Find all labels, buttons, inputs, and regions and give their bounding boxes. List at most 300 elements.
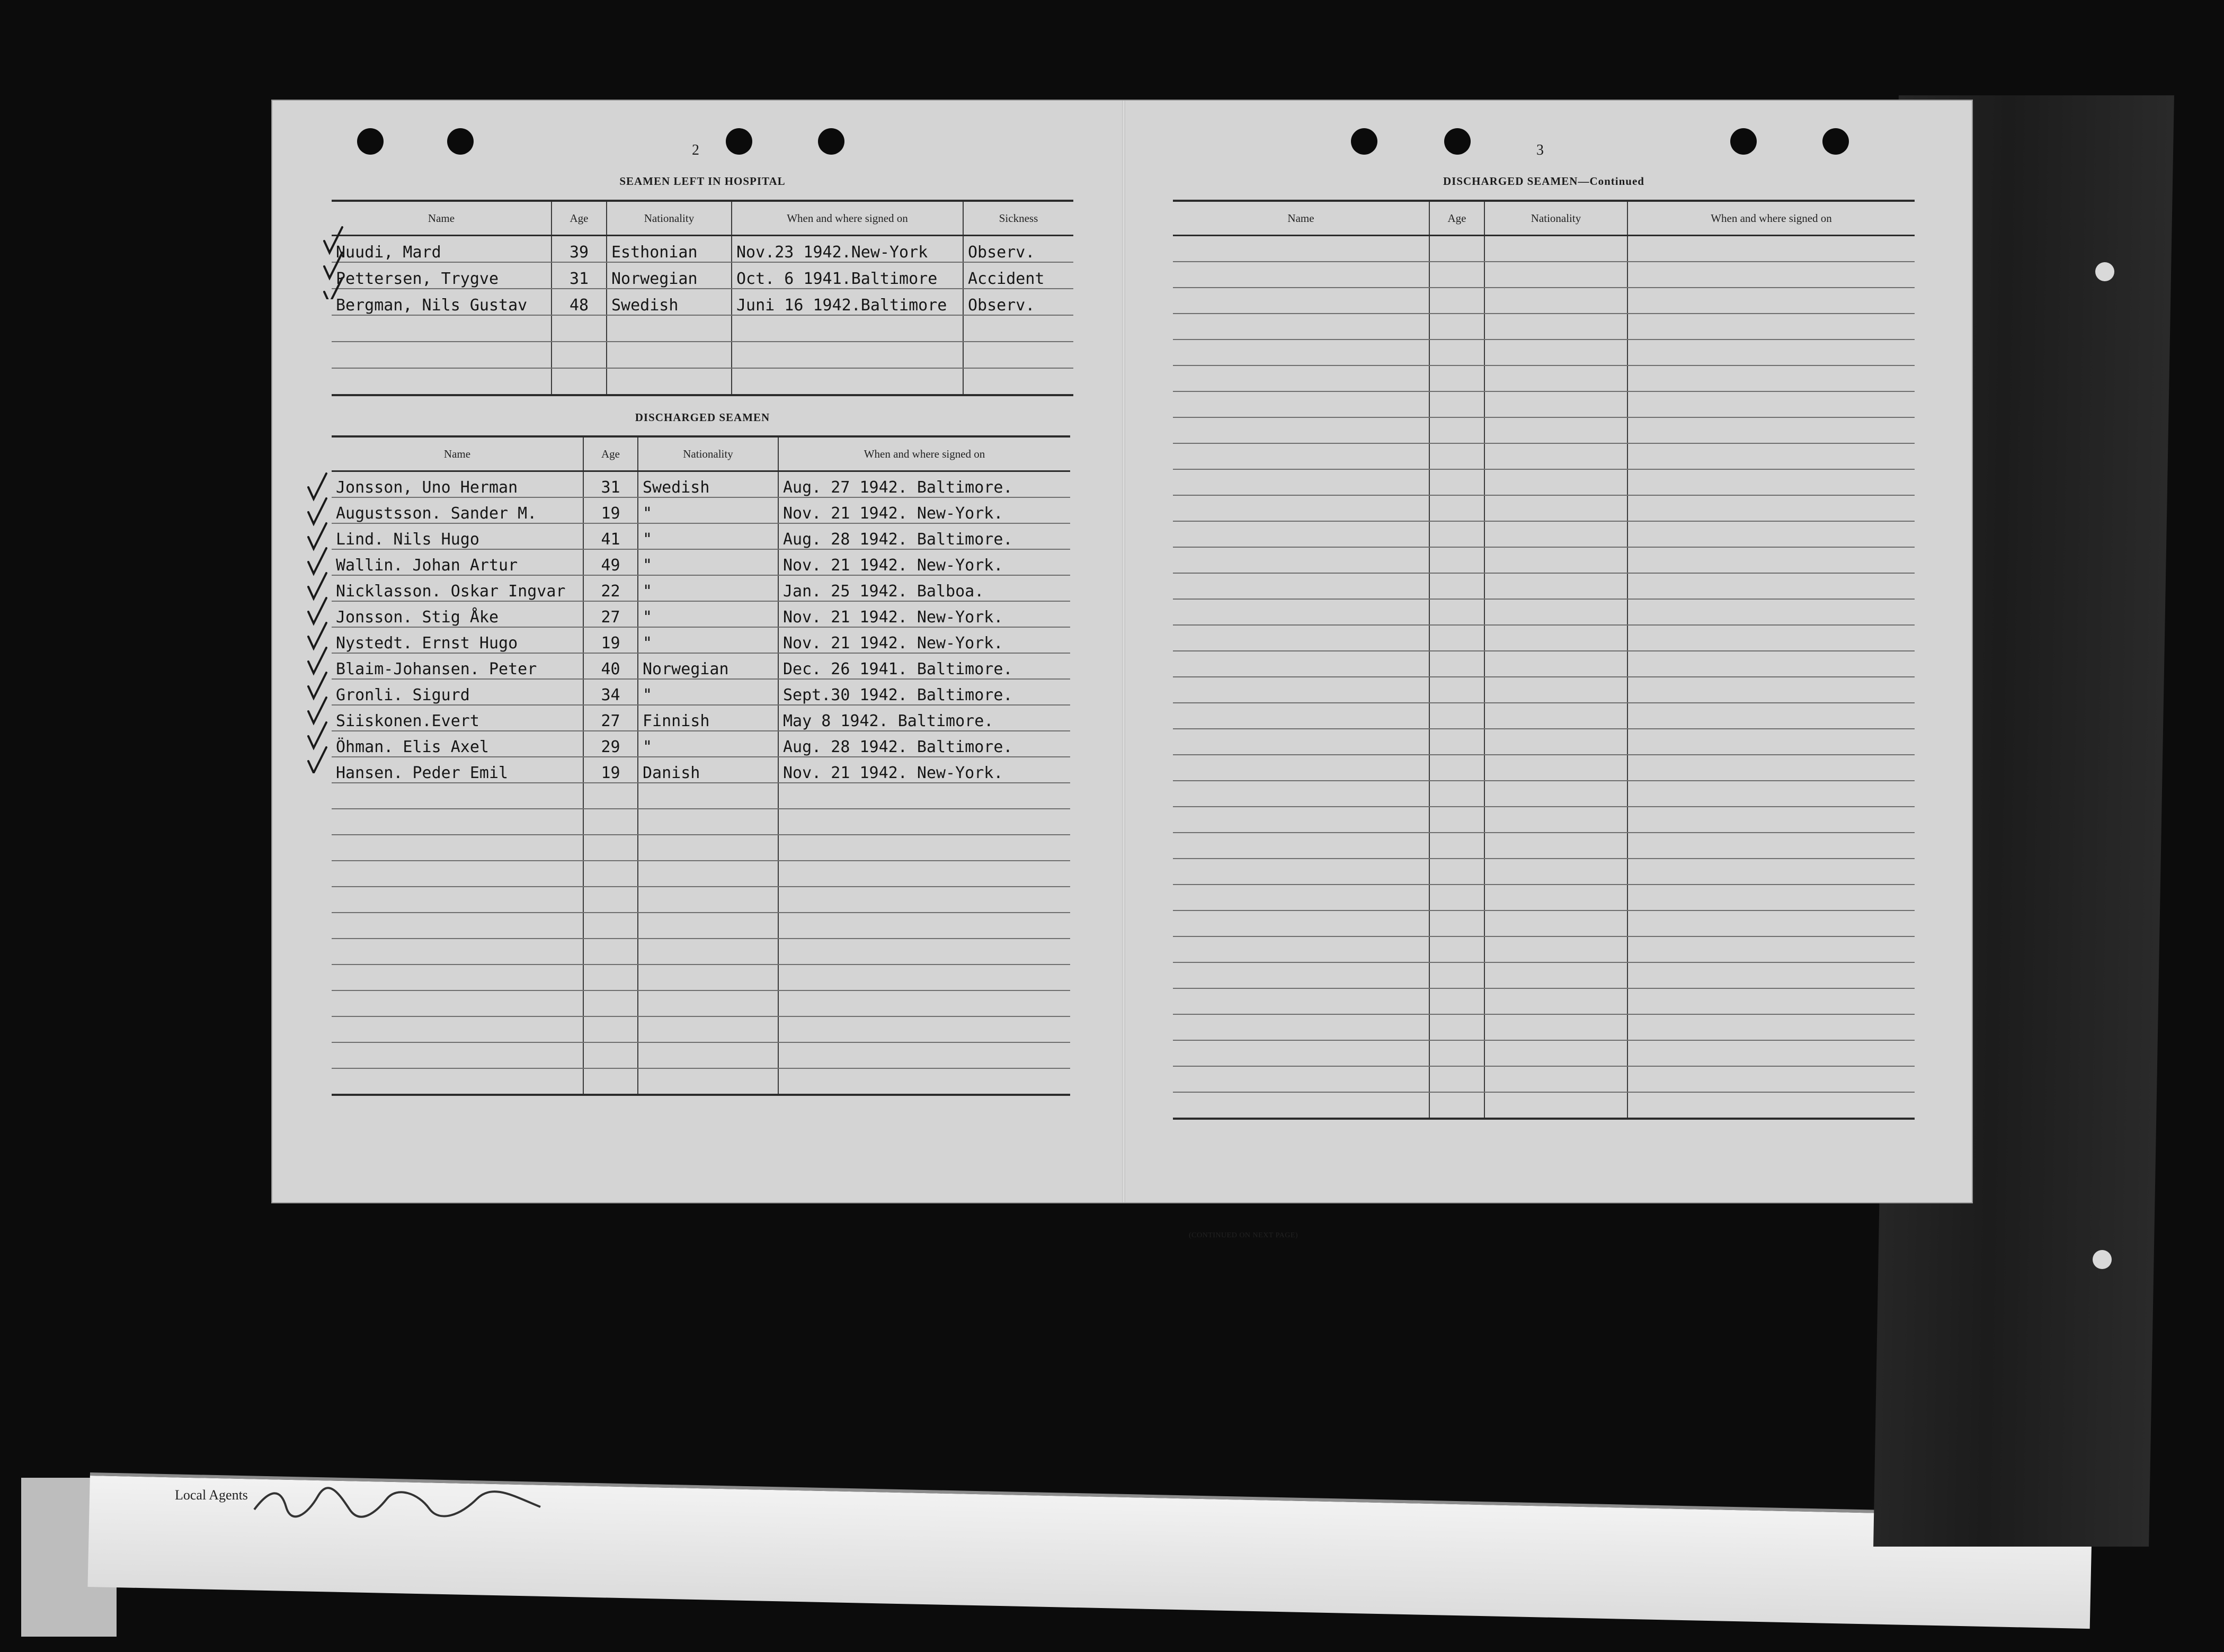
table-row bbox=[332, 757, 1070, 783]
table-row bbox=[1173, 573, 1915, 599]
cell-signed-on bbox=[1627, 833, 1915, 859]
cell-signed-on bbox=[778, 1068, 1070, 1095]
cell-sickness bbox=[963, 368, 1073, 395]
table-row bbox=[332, 1042, 1070, 1068]
cell-signed-on bbox=[1627, 417, 1915, 443]
table-row bbox=[332, 601, 1070, 627]
cell-signed-on: Dec. 26 1941. Baltimore. bbox=[778, 653, 1070, 679]
table-row bbox=[332, 679, 1070, 705]
cell-name bbox=[1173, 236, 1429, 262]
table-row bbox=[1173, 625, 1915, 651]
column-header-name: Name bbox=[332, 436, 583, 471]
cell-signed-on: Aug. 27 1942. Baltimore. bbox=[778, 471, 1070, 498]
cell-nationality bbox=[1484, 1014, 1627, 1040]
check-mark bbox=[308, 598, 326, 623]
check-mark bbox=[308, 498, 326, 524]
cell-age bbox=[1429, 469, 1484, 495]
cell-nationality bbox=[607, 315, 732, 342]
cell-nationality bbox=[638, 939, 778, 965]
cell-nationality: Swedish bbox=[638, 471, 778, 498]
punch-hole bbox=[447, 128, 474, 155]
table-row bbox=[332, 523, 1070, 549]
check-mark bbox=[308, 474, 326, 499]
cell-name: Jonsson. Stig Åke bbox=[332, 601, 583, 627]
cell-sickness: Observ. bbox=[963, 236, 1073, 263]
check-mark bbox=[308, 523, 326, 549]
table-row bbox=[332, 913, 1070, 939]
cell-signed-on bbox=[1627, 885, 1915, 910]
table-row bbox=[332, 653, 1070, 679]
cell-name: Öhman. Elis Axel bbox=[332, 731, 583, 757]
cell-age bbox=[1429, 391, 1484, 417]
cell-signed-on: Nov. 21 1942. New-York. bbox=[778, 757, 1070, 783]
table-row bbox=[332, 783, 1070, 809]
table-row bbox=[1173, 417, 1915, 443]
cell-signed-on bbox=[1627, 521, 1915, 547]
punch-hole bbox=[1730, 128, 1757, 155]
column-header-nationality: Nationality bbox=[1484, 201, 1627, 236]
cell-signed-on bbox=[1627, 1014, 1915, 1040]
local-agents-label: Local Agents bbox=[175, 1487, 248, 1503]
cell-name: Blaim-Johansen. Peter bbox=[332, 653, 583, 679]
table-row bbox=[1173, 340, 1915, 365]
cell-nationality bbox=[638, 1068, 778, 1095]
cell-sickness: Accident bbox=[963, 262, 1073, 289]
table-row bbox=[1173, 703, 1915, 729]
continued-note: (CONTINUED ON NEXT PAGE) bbox=[1189, 1231, 1298, 1239]
column-header-signed-on: When and where signed on bbox=[1627, 201, 1915, 236]
cell-signed-on bbox=[1627, 1040, 1915, 1066]
table-row bbox=[1173, 365, 1915, 391]
cell-signed-on: Sept.30 1942. Baltimore. bbox=[778, 679, 1070, 705]
cell-nationality bbox=[1484, 885, 1627, 910]
table-row bbox=[332, 627, 1070, 653]
cell-nationality bbox=[1484, 236, 1627, 262]
cell-signed-on bbox=[778, 1042, 1070, 1068]
table-row bbox=[332, 236, 1073, 263]
cell-age bbox=[551, 368, 607, 395]
cell-signed-on bbox=[1627, 962, 1915, 988]
table-row bbox=[1173, 677, 1915, 703]
cell-name: Augustsson. Sander M. bbox=[332, 497, 583, 523]
cell-nationality bbox=[1484, 859, 1627, 885]
check-mark bbox=[308, 623, 326, 648]
cell-signed-on: Nov. 21 1942. New-York. bbox=[778, 601, 1070, 627]
table-row bbox=[1173, 262, 1915, 288]
cell-signed-on bbox=[778, 990, 1070, 1016]
cell-name bbox=[332, 783, 583, 809]
cell-nationality bbox=[638, 965, 778, 990]
cell-nationality: Esthonian bbox=[607, 236, 732, 263]
cell-age bbox=[1429, 625, 1484, 651]
check-mark bbox=[308, 747, 326, 773]
cell-signed-on bbox=[778, 861, 1070, 887]
table-row bbox=[1173, 236, 1915, 262]
cell-signed-on bbox=[778, 809, 1070, 835]
binder-hole bbox=[2093, 1250, 2112, 1269]
cell-nationality bbox=[1484, 910, 1627, 936]
cell-signed-on: Oct. 6 1941.Baltimore bbox=[732, 262, 963, 289]
cell-age: 27 bbox=[583, 601, 638, 627]
cell-nationality bbox=[1484, 781, 1627, 807]
table-row bbox=[332, 497, 1070, 523]
cell-nationality bbox=[1484, 262, 1627, 288]
cell-name bbox=[1173, 443, 1429, 469]
cell-name bbox=[332, 861, 583, 887]
table-row bbox=[332, 939, 1070, 965]
cell-age bbox=[1429, 236, 1484, 262]
cell-name bbox=[1173, 599, 1429, 625]
cell-name: Nicklasson. Oskar Ingvar bbox=[332, 575, 583, 601]
cell-nationality bbox=[638, 913, 778, 939]
cell-signed-on bbox=[1627, 625, 1915, 651]
cell-name bbox=[332, 1068, 583, 1095]
cell-age bbox=[1429, 885, 1484, 910]
column-header-signed-on: When and where signed on bbox=[732, 201, 963, 236]
cell-name bbox=[1173, 833, 1429, 859]
cell-age bbox=[1429, 599, 1484, 625]
cell-signed-on bbox=[1627, 936, 1915, 962]
cell-age bbox=[1429, 833, 1484, 859]
table-row bbox=[1173, 1040, 1915, 1066]
table-row bbox=[1173, 988, 1915, 1014]
cell-nationality bbox=[638, 990, 778, 1016]
table-row bbox=[1173, 599, 1915, 625]
cell-name bbox=[1173, 521, 1429, 547]
cell-nationality: Swedish bbox=[607, 289, 732, 315]
cell-age: 49 bbox=[583, 549, 638, 575]
table-row bbox=[1173, 807, 1915, 833]
cell-signed-on bbox=[1627, 495, 1915, 521]
cell-age bbox=[1429, 495, 1484, 521]
cell-signed-on bbox=[1627, 1066, 1915, 1092]
cell-age bbox=[1429, 1040, 1484, 1066]
cell-age bbox=[1429, 651, 1484, 677]
cell-signed-on: Nov.23 1942.New-York bbox=[732, 236, 963, 263]
cell-age bbox=[583, 783, 638, 809]
cell-age bbox=[1429, 365, 1484, 391]
cell-nationality: " bbox=[638, 627, 778, 653]
cell-signed-on bbox=[778, 835, 1070, 861]
table-row bbox=[332, 368, 1073, 395]
cell-age bbox=[1429, 340, 1484, 365]
table-row bbox=[1173, 885, 1915, 910]
cell-signed-on: Aug. 28 1942. Baltimore. bbox=[778, 523, 1070, 549]
punch-hole bbox=[357, 128, 384, 155]
cell-age bbox=[1429, 962, 1484, 988]
column-header-signed-on: When and where signed on bbox=[778, 436, 1070, 471]
table-row bbox=[1173, 547, 1915, 573]
discharged-continued-table bbox=[1173, 200, 1915, 1120]
cell-age: 27 bbox=[583, 705, 638, 731]
cell-nationality bbox=[1484, 365, 1627, 391]
cell-age bbox=[1429, 1092, 1484, 1119]
cell-name bbox=[332, 342, 551, 368]
column-header-name: Name bbox=[332, 201, 551, 236]
table-row bbox=[1173, 1066, 1915, 1092]
table-row bbox=[332, 861, 1070, 887]
cell-age bbox=[1429, 755, 1484, 781]
cell-name bbox=[1173, 1040, 1429, 1066]
table-row bbox=[1173, 1092, 1915, 1119]
cell-nationality bbox=[1484, 755, 1627, 781]
cell-name: Jonsson, Uno Herman bbox=[332, 471, 583, 498]
cell-name: Bergman, Nils Gustav bbox=[332, 289, 551, 315]
cell-name bbox=[1173, 469, 1429, 495]
cell-age bbox=[583, 861, 638, 887]
cell-name bbox=[1173, 755, 1429, 781]
cell-age bbox=[583, 939, 638, 965]
cell-signed-on bbox=[732, 368, 963, 395]
cell-age bbox=[583, 1042, 638, 1068]
cell-age: 40 bbox=[583, 653, 638, 679]
table-row bbox=[1173, 469, 1915, 495]
cell-signed-on bbox=[778, 965, 1070, 990]
cell-name bbox=[1173, 962, 1429, 988]
cell-signed-on bbox=[1627, 807, 1915, 833]
cell-name bbox=[1173, 677, 1429, 703]
cell-signed-on: Juni 16 1942.Baltimore bbox=[732, 289, 963, 315]
page-fold bbox=[1122, 101, 1125, 1202]
cell-signed-on: Aug. 28 1942. Baltimore. bbox=[778, 731, 1070, 757]
cell-signed-on bbox=[1627, 703, 1915, 729]
cell-age: 19 bbox=[583, 757, 638, 783]
cell-signed-on bbox=[1627, 988, 1915, 1014]
cell-signed-on: Nov. 21 1942. New-York. bbox=[778, 627, 1070, 653]
table-row bbox=[332, 965, 1070, 990]
column-header-sickness: Sickness bbox=[963, 201, 1073, 236]
cell-signed-on bbox=[1627, 365, 1915, 391]
cell-signed-on bbox=[1627, 781, 1915, 807]
cell-nationality bbox=[1484, 936, 1627, 962]
column-header-nationality: Nationality bbox=[607, 201, 732, 236]
cell-nationality bbox=[1484, 547, 1627, 573]
cell-age bbox=[583, 1068, 638, 1095]
cell-name: Hansen. Peder Emil bbox=[332, 757, 583, 783]
cell-signed-on bbox=[1627, 910, 1915, 936]
cell-signed-on bbox=[1627, 729, 1915, 755]
cell-name: Nystedt. Ernst Hugo bbox=[332, 627, 583, 653]
cell-nationality bbox=[607, 342, 732, 368]
cell-nationality: " bbox=[638, 679, 778, 705]
cell-nationality: " bbox=[638, 731, 778, 757]
cell-sickness bbox=[963, 342, 1073, 368]
punch-hole bbox=[1822, 128, 1849, 155]
cell-name bbox=[1173, 807, 1429, 833]
column-header-age: Age bbox=[583, 436, 638, 471]
check-mark bbox=[308, 698, 326, 723]
table-row bbox=[1173, 833, 1915, 859]
cell-nationality bbox=[1484, 833, 1627, 859]
cell-name: Nuudi, Mard bbox=[332, 236, 551, 263]
table-row bbox=[332, 809, 1070, 835]
cell-signed-on bbox=[1627, 469, 1915, 495]
cell-age bbox=[1429, 988, 1484, 1014]
cell-signed-on bbox=[778, 1016, 1070, 1042]
cell-name: Gronli. Sigurd bbox=[332, 679, 583, 705]
cell-age bbox=[583, 965, 638, 990]
table-row bbox=[1173, 859, 1915, 885]
cell-nationality: Finnish bbox=[638, 705, 778, 731]
cell-signed-on bbox=[732, 315, 963, 342]
cell-age bbox=[1429, 807, 1484, 833]
cell-age bbox=[1429, 417, 1484, 443]
cell-name bbox=[332, 965, 583, 990]
cell-signed-on bbox=[1627, 314, 1915, 340]
cell-signed-on bbox=[1627, 677, 1915, 703]
column-header-age: Age bbox=[551, 201, 607, 236]
check-mark bbox=[308, 673, 326, 698]
cell-name bbox=[1173, 651, 1429, 677]
cell-nationality bbox=[1484, 988, 1627, 1014]
cell-signed-on bbox=[1627, 599, 1915, 625]
cell-signed-on bbox=[1627, 262, 1915, 288]
cell-nationality bbox=[1484, 599, 1627, 625]
table-row bbox=[332, 990, 1070, 1016]
cell-name bbox=[1173, 703, 1429, 729]
cell-age bbox=[583, 887, 638, 913]
cell-age bbox=[1429, 677, 1484, 703]
cell-name: Pettersen, Trygve bbox=[332, 262, 551, 289]
cell-age bbox=[1429, 1014, 1484, 1040]
cell-age: 22 bbox=[583, 575, 638, 601]
cell-age bbox=[1429, 703, 1484, 729]
cell-nationality bbox=[1484, 1092, 1627, 1119]
cell-nationality bbox=[638, 809, 778, 835]
cell-name bbox=[1173, 936, 1429, 962]
table-row bbox=[332, 549, 1070, 575]
cell-name bbox=[1173, 910, 1429, 936]
page-number-left: 2 bbox=[692, 142, 699, 158]
column-header-nationality: Nationality bbox=[638, 436, 778, 471]
cell-age bbox=[1429, 910, 1484, 936]
check-mark bbox=[308, 722, 326, 748]
cell-nationality bbox=[607, 368, 732, 395]
cell-age bbox=[1429, 936, 1484, 962]
cell-age bbox=[1429, 314, 1484, 340]
cell-nationality bbox=[638, 887, 778, 913]
cell-nationality bbox=[1484, 521, 1627, 547]
cell-name bbox=[1173, 365, 1429, 391]
cell-nationality: Norwegian bbox=[638, 653, 778, 679]
cell-signed-on bbox=[1627, 340, 1915, 365]
cell-nationality bbox=[638, 861, 778, 887]
cell-nationality bbox=[1484, 573, 1627, 599]
cell-signed-on bbox=[1627, 651, 1915, 677]
table-row bbox=[1173, 443, 1915, 469]
check-mark bbox=[308, 648, 326, 673]
cell-name bbox=[1173, 988, 1429, 1014]
binder-hole bbox=[2095, 262, 2114, 281]
cell-name bbox=[1173, 417, 1429, 443]
cell-nationality bbox=[1484, 288, 1627, 314]
table-row bbox=[1173, 962, 1915, 988]
cell-nationality bbox=[1484, 729, 1627, 755]
cell-nationality bbox=[1484, 314, 1627, 340]
cell-nationality bbox=[1484, 469, 1627, 495]
cell-nationality: Norwegian bbox=[607, 262, 732, 289]
cell-age: 41 bbox=[583, 523, 638, 549]
cell-age bbox=[1429, 288, 1484, 314]
cell-nationality: " bbox=[638, 497, 778, 523]
cell-name bbox=[332, 315, 551, 342]
table-row bbox=[332, 315, 1073, 342]
cell-name bbox=[1173, 262, 1429, 288]
cell-nationality bbox=[1484, 495, 1627, 521]
cell-name bbox=[1173, 495, 1429, 521]
table-row bbox=[1173, 755, 1915, 781]
hospital-section-title: SEAMEN LEFT IN HOSPITAL bbox=[619, 175, 786, 187]
cell-name bbox=[332, 1042, 583, 1068]
cell-signed-on: Nov. 21 1942. New-York. bbox=[778, 549, 1070, 575]
table-row bbox=[1173, 651, 1915, 677]
cell-signed-on bbox=[1627, 859, 1915, 885]
cell-name: Wallin. Johan Artur bbox=[332, 549, 583, 575]
cell-age bbox=[1429, 521, 1484, 547]
cell-name bbox=[1173, 391, 1429, 417]
cell-name: Siiskonen.Evert bbox=[332, 705, 583, 731]
cell-name bbox=[1173, 314, 1429, 340]
cell-age bbox=[551, 342, 607, 368]
cell-age bbox=[1429, 573, 1484, 599]
cell-age: 31 bbox=[551, 262, 607, 289]
cell-sickness: Observ. bbox=[963, 289, 1073, 315]
cell-age: 19 bbox=[583, 497, 638, 523]
cell-name bbox=[1173, 1066, 1429, 1092]
table-row bbox=[332, 575, 1070, 601]
cell-signed-on bbox=[778, 783, 1070, 809]
cell-signed-on bbox=[778, 939, 1070, 965]
cell-age bbox=[1429, 443, 1484, 469]
cell-name bbox=[332, 990, 583, 1016]
cell-nationality bbox=[1484, 962, 1627, 988]
column-header-name: Name bbox=[1173, 201, 1429, 236]
cell-nationality bbox=[1484, 651, 1627, 677]
check-mark bbox=[308, 548, 326, 574]
cell-name bbox=[1173, 547, 1429, 573]
cell-signed-on bbox=[1627, 547, 1915, 573]
cell-nationality bbox=[638, 1016, 778, 1042]
cell-age bbox=[583, 835, 638, 861]
cell-signed-on bbox=[1627, 443, 1915, 469]
cell-nationality bbox=[638, 783, 778, 809]
cell-nationality bbox=[1484, 703, 1627, 729]
table-row bbox=[1173, 288, 1915, 314]
cell-nationality bbox=[1484, 1066, 1627, 1092]
check-mark bbox=[308, 573, 326, 599]
cell-age: 34 bbox=[583, 679, 638, 705]
cell-age bbox=[1429, 729, 1484, 755]
punch-hole bbox=[1444, 128, 1471, 155]
cell-nationality bbox=[1484, 443, 1627, 469]
table-row bbox=[1173, 391, 1915, 417]
cell-age: 48 bbox=[551, 289, 607, 315]
cell-age bbox=[551, 315, 607, 342]
cell-name bbox=[332, 913, 583, 939]
cell-name bbox=[332, 368, 551, 395]
table-row bbox=[1173, 729, 1915, 755]
cell-age: 19 bbox=[583, 627, 638, 653]
table-row bbox=[1173, 781, 1915, 807]
ledger-sheet bbox=[272, 101, 1972, 1239]
discharged-section-title: DISCHARGED SEAMEN bbox=[635, 411, 770, 424]
table-row bbox=[1173, 521, 1915, 547]
cell-age bbox=[1429, 859, 1484, 885]
table-row bbox=[332, 887, 1070, 913]
cell-age bbox=[583, 809, 638, 835]
cell-signed-on bbox=[1627, 755, 1915, 781]
cell-name bbox=[1173, 1014, 1429, 1040]
